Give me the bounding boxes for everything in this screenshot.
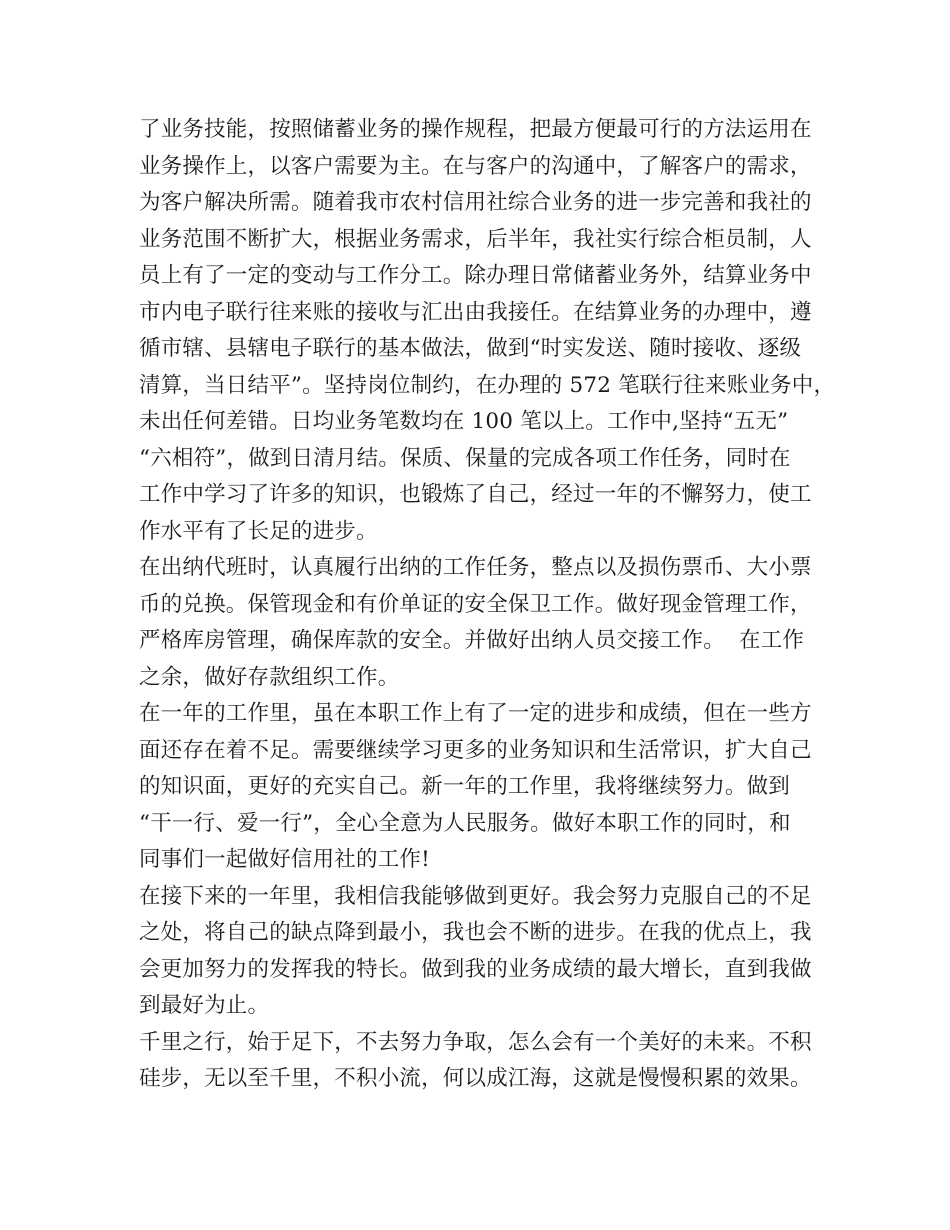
text-line: 面还存在着不足。需要继续学习更多的业务知识和生活常识，扩大自己 [139, 737, 812, 763]
text-line: 千里之行，始于足下，不去努力争取，怎么会有一个美好的未来。不积 [139, 1029, 812, 1055]
text-line: “六相符”，做到日清月结。保质、保量的完成各项工作任务，同时在 [139, 445, 791, 471]
text-line: 为客户解决所需。随着我市农村信用社综合业务的进一步完善和我社的 [139, 190, 812, 215]
text-line: 在一年的工作里，虽在本职工作上有了一定的进步和成绩，但在一些方 [139, 701, 812, 726]
text-line: 到最好为止。 [139, 993, 270, 1018]
text-line: 清算，当日结平”。坚持岗位制约，在办理的 572 笔联行往来账业务中， [139, 372, 836, 398]
text-line: 市内电子联行往来账的接收与汇出由我接任。在结算业务的办理中，遵 [139, 299, 812, 325]
text-line: 同事们一起做好信用社的工作! [139, 847, 430, 872]
text-line: 之余，做好存款组织工作。 [139, 664, 400, 690]
text-line: 的知识面，更好的充实自己。新一年的工作里，我将继续努力。做到 [139, 774, 791, 799]
text-line: 循市辖、县辖电子联行的基本做法，做到“时实发送、随时接收、逐级 [139, 336, 802, 361]
text-line: “干一行、爱一行”，全心全意为人民服务。做好本职工作的同时，和 [139, 810, 791, 836]
text-line: 业务范围不断扩大，根据业务需求，后半年，我社实行综合柜员制，人 [139, 226, 812, 252]
text-line: 硅步，无以至千里，不积小流，何以成江海，这就是慢慢积累的效果。 [139, 1066, 812, 1091]
text-line: 严格库房管理，确保库款的安全。并做好出纳人员交接工作。 在工作 [139, 628, 805, 653]
text-line: 员上有了一定的变动与工作分工。除办理日常储蓄业务外，结算业务中 [139, 263, 812, 288]
text-line: 之处，将自己的缺点降到最小，我也会不断的进步。在我的优点上，我 [139, 920, 812, 945]
text-line: 未出任何差错。日均业务笔数均在 100 笔以上。工作中,坚持“五无” [139, 409, 789, 434]
text-line: 作水平有了长足的进步。 [139, 518, 378, 544]
text-line: 币的兑换。保管现金和有价单证的安全保卫工作。做好现金管理工作， [139, 591, 812, 617]
text-line: 业务操作上，以客户需要为主。在与客户的沟通中，了解客户的需求， [139, 153, 812, 179]
text-line: 工作中学习了许多的知识，也锻炼了自己，经过一年的不懈努力，使工 [139, 482, 812, 507]
text-line: 会更加努力的发挥我的特长。做到我的业务成绩的最大增长，直到我做 [139, 956, 812, 982]
body-text [139, 112, 836, 1098]
text-line: 在出纳代班时，认真履行出纳的工作任务，整点以及损伤票币、大小票 [139, 555, 812, 580]
text-line: 在接下来的一年里，我相信我能够做到更好。我会努力克服自己的不足 [139, 883, 812, 909]
text-line: 了业务技能，按照储蓄业务的操作规程，把最方便最可行的方法运用在 [139, 117, 812, 142]
